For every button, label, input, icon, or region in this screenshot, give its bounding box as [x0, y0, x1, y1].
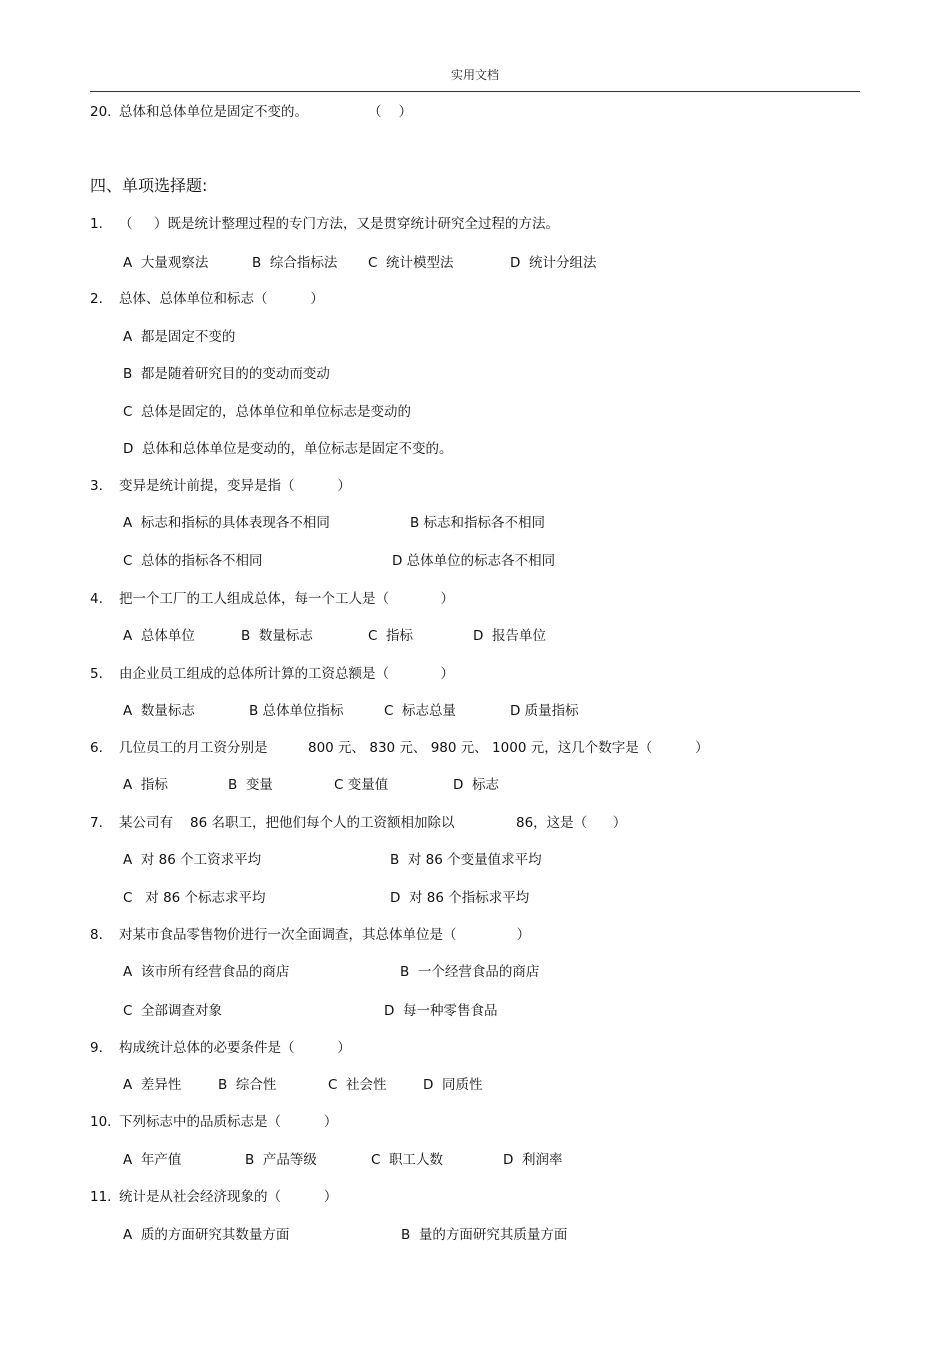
question-number: 4.: [90, 591, 103, 607]
option: C 职工人数: [371, 1152, 444, 1168]
option: A 对 86 个工资求平均: [123, 852, 262, 868]
section-title: 四、单项选择题:: [90, 176, 208, 195]
question-stem-part: 某公司有: [119, 815, 173, 831]
question-stem: 变异是统计前提，变异是指（ ）: [119, 478, 351, 494]
option: D 报告单位: [473, 628, 546, 644]
question-number: 3.: [90, 478, 103, 494]
option: B 数量标志: [241, 628, 313, 644]
question-stem: （ ）既是统计整理过程的专门方法，又是贯穿统计研究全过程的方法。: [119, 216, 559, 232]
option: C 统计模型法: [368, 255, 454, 271]
question-stem: 对某市食品零售物价进行一次全面调查，其总体单位是（ ）: [119, 927, 531, 943]
option: A 差异性: [123, 1077, 182, 1093]
option: B 一个经营食品的商店: [400, 964, 540, 980]
option: B 产品等级: [245, 1152, 317, 1168]
question-stem-part: 800 元、 830 元、 980 元、 1000 元，这几个数字是（ ）: [308, 740, 709, 756]
option: D 总体和总体单位是变动的，单位标志是固定不变的。: [123, 441, 453, 457]
option: A 质的方面研究其数量方面: [123, 1227, 290, 1243]
page-header-title: 实用文档: [450, 68, 499, 82]
question-number: 5.: [90, 666, 103, 682]
option: B 都是随着研究目的的变动而变动: [123, 366, 330, 382]
option: C 总体的指标各不相同: [123, 553, 263, 569]
option: D 同质性: [423, 1077, 483, 1093]
question-stem: 构成统计总体的必要条件是（ ）: [119, 1040, 351, 1056]
option: C 总体是固定的，总体单位和单位标志是变动的: [123, 404, 412, 420]
question-number: 8.: [90, 927, 103, 943]
question-number: 10.: [90, 1114, 112, 1130]
option: B 对 86 个变量值求平均: [390, 852, 542, 868]
option: C 全部调查对象: [123, 1003, 223, 1019]
option: B 综合性: [218, 1077, 277, 1093]
question-20-number: 20.: [90, 104, 112, 120]
question-number: 9.: [90, 1040, 103, 1056]
option: A 都是固定不变的: [123, 329, 236, 345]
question-stem-part: 86 名职工，把他们每个人的工资额相加除以: [190, 815, 455, 831]
question-stem: 总体、总体单位和标志（ ）: [119, 291, 324, 307]
question-20-text: 总体和总体单位是固定不变的。: [119, 104, 308, 120]
question-number: 11.: [90, 1189, 112, 1205]
question-stem: 统计是从社会经济现象的（ ）: [119, 1189, 338, 1205]
question-number: 6.: [90, 740, 103, 756]
option: A 大量观察法: [123, 255, 209, 271]
option: B 变量: [228, 777, 273, 793]
option: D 总体单位的标志各不相同: [392, 553, 556, 569]
option: D 对 86 个指标求平均: [390, 890, 530, 906]
question-stem-part: 几位员工的月工资分别是: [119, 740, 268, 756]
question-number: 1.: [90, 216, 103, 232]
option: C 指标: [368, 628, 414, 644]
option: C 变量值: [334, 777, 389, 793]
option: A 年产值: [123, 1152, 182, 1168]
option: D 标志: [453, 777, 499, 793]
question-number: 7.: [90, 815, 103, 831]
option: C 标志总量: [384, 703, 457, 719]
option: A 标志和指标的具体表现各不相同: [123, 515, 330, 531]
question-number: 2.: [90, 291, 103, 307]
question-stem: 把一个工厂的工人组成总体，每一个工人是（ ）: [119, 591, 454, 607]
question-stem: 由企业员工组成的总体所计算的工资总额是（ ）: [119, 666, 454, 682]
option: B 总体单位指标: [249, 703, 344, 719]
option: D 利润率: [503, 1152, 563, 1168]
option: A 数量标志: [123, 703, 195, 719]
question-20-answer-paren: （ ）: [368, 104, 413, 120]
option: A 总体单位: [123, 628, 195, 644]
option: D 质量指标: [510, 703, 579, 719]
question-stem-part: 86，这是（ ）: [516, 815, 627, 831]
option: A 该市所有经营食品的商店: [123, 964, 290, 980]
option: D 每一种零售食品: [384, 1003, 498, 1019]
option: B 标志和指标各不相同: [410, 515, 546, 531]
option: C 对 86 个标志求平均: [123, 890, 266, 906]
question-stem: 下列标志中的品质标志是（ ）: [119, 1114, 338, 1130]
header-rule: [90, 91, 860, 92]
option: C 社会性: [328, 1077, 387, 1093]
option: D 统计分组法: [510, 255, 597, 271]
option: B 综合指标法: [252, 255, 338, 271]
option: A 指标: [123, 777, 168, 793]
option: B 量的方面研究其质量方面: [401, 1227, 568, 1243]
